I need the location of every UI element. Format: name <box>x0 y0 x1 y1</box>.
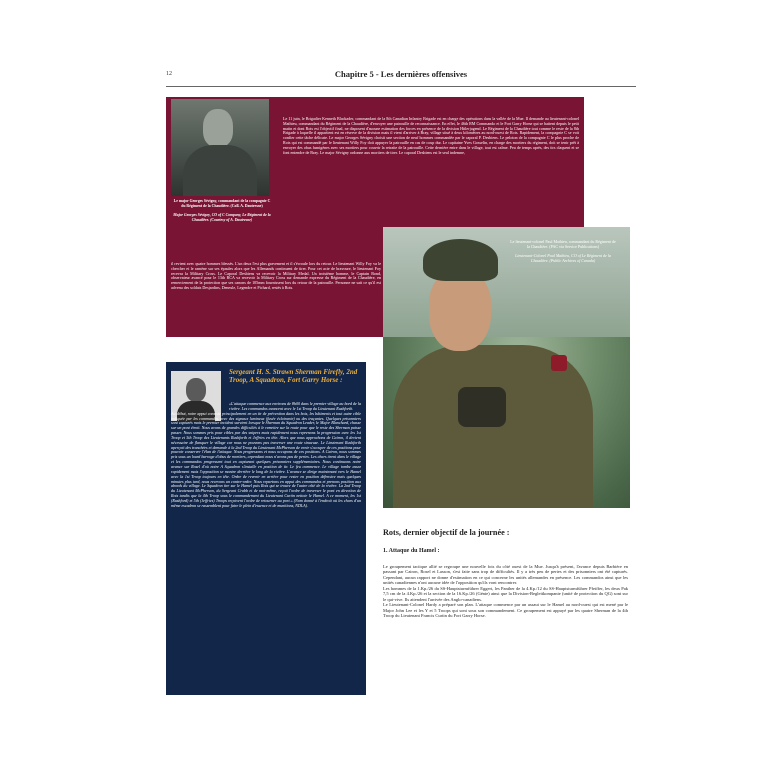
red-box-text-main <box>283 117 579 156</box>
shoulder-flash <box>551 355 567 371</box>
section-paragraph-2: Les hommes de la 1.Kp./26 du SS-Hauptsturmführer Eggert, les Panther de la 4.Kp./12 du SS-Hauptsturmführer Pfeiffer, les deux Pak 7,5 cm de la 4.Kp./26 et la section de la 16.Kp./26 (Génie) ainsi que la Division-Begleitkompanie (unité de protection du QG) sont sur le qui-vive. Ils attendent l'arrivée des Anglo-canadiens. <box>383 585 628 602</box>
red-box-paragraph-main: Le 11 juin, le Brigadier Kenneth Blackader, commandant de la 8th Canadian Infantry Brigade est en charge des opérations dans la vallée de la Mue. Il demande au lieutenant-colonel Mathieu, commandant du Régiment de la Chaudière, d'envoyer une patrouille de reconnaissance. En effet, le 46th RM Commando et le Fort Garry Horse qui se battent depuis le petit matin et dont Rots est l'objectif final, ne disposent d'aucune estimation des forces en présence de la division Hitlerjugend. Le Régiment de la Chaudière tout comme le reste de la 8th Brigade à laquelle il appartient est en réserve de la division mais il vient d'arriver à Bray, village situé à deux kilomètres au nord-ouest de Rots. Rapidement, la compagnie C se voit confier cette tâche délicate. Le major Georges Sévigny choisit une section de neuf hommes commandée par le caporal P. Desbiens. Le peloton de la compagnie C le plus proche de Rots qui est commandé par le lieutenant Willy Foy doit appuyer la patrouille en cas de coup dur. Le capitaine Yves Gosselin, en charge des mortiers du régiment, doit se tenir prêt à envoyer des obus fumigènes avec ses mortiers pour couvrir la retraite de la patrouille. Cette dernière entre dans le village, tout est calme. Peu de temps après, des tirs claquent et se font entendre de Bray. Le major Sévigny ordonne aux mortiers de tirer. Le caporal Desbiens est le seul indemne, <box>283 116 579 155</box>
caption-mathieu-en: Lieutenant-Colonel Paul Mathieu, CO of Le Régiment de la Chaudière. (Public Archives of Canada) <box>515 253 611 263</box>
beret <box>423 239 498 281</box>
section-title: Rots, dernier objectif de la journée : <box>383 528 510 537</box>
red-box-text-continued <box>171 262 381 291</box>
portrait-photo-georges-sevigny <box>171 99 269 196</box>
photo-face <box>429 271 491 351</box>
caption-georges-sevigny <box>172 199 272 223</box>
sergeant-testimony <box>171 402 361 509</box>
running-header <box>166 64 636 87</box>
sergeant-head <box>186 378 206 402</box>
caption-georges-fr: Le major Georges Sévigny, commandant de la compagnie C du Régiment de la Chaudière. (Coll. A. Dautresne) <box>173 199 271 208</box>
section-body <box>383 564 628 619</box>
red-box-paragraph-continued: il revient avec quatre hommes blessés. L'un deux l'est plus gravement et il s'écroule lors du retour. Le lieutenant Willy Foy va le chercher et le ramène sur ses épaules alors que les Allemands continuent de tirer. Pour cet acte de bravoure, le lieutenant Foy recevra la Military Cross. Le Caporal Desbiens va recevoir la Military Medal. Un troisième homme, le Captain Bond, observateur avancé pour le 13th RCA va recevoir la Military Cross sur demande expresse du Régiment de la Chaudière, en remerciement de la protection que ses canons de 105mm fournissent lors du retour de la patrouille. Personne ne sait ce qu'il est advenu des soldats Desjardins, Deneule, Legendre et Pichard, restés à Rots. <box>171 261 381 291</box>
portrait-head <box>203 109 233 147</box>
testimony-lead: «L'attaque commence aux environs de 8h00 dans le premier village au bord de la rivière. Les commandos avancent avec le 1st Troop du Lieutenant Rushforth. <box>229 401 361 411</box>
caption-georges-en: Major Georges Sévigny, CO of C Company, Le Régiment de la Chaudière. (Courtesy of A. Dautresne) <box>173 213 271 223</box>
section-paragraph-3: Le Lieutenant-Colonel Hardy a préparé son plan. L'attaque commence par un assaut sur le Hamel au nord-ouest qui est mené par le Major John Lee et les Y et 5 Troops qui sont sous son commandement. Ce groupement est appuyé par les quatre Sherman de la 4th Troop du Lieutenant Francis Curtin du Fort Garry Horse. <box>383 602 628 619</box>
section-subtitle: 1. Attaque du Hamel : <box>383 548 440 554</box>
page-number: 12 <box>166 71 172 77</box>
caption-mathieu-fr: Le lieutenant-colonel Paul Mathieu, commandant du Régiment de la Chaudière. (PAC via Service Publications) <box>510 239 616 249</box>
caption-paul-mathieu <box>510 239 616 263</box>
section-paragraph-1: Le groupement tactique allié se regroupe une nouvelle fois du côté ouest de la Mue. Jusqu'à présent, l'avance depuis Barbière en passant par Cairon, Rosel et Lasson, s'est faite sans trop de difficultés. Il y a très peu de pertes et des prisonniers ont été capturés. Cependant, aucun rapport ne donne d'estimation en ce qui concerne les unités allemandes en présence. Les commandos ainsi que les unités canadiennes n'ont aucune idée de l'opposition qu'ils vont rencontrer. <box>383 564 628 586</box>
portrait-body <box>183 145 257 196</box>
photo-paul-mathieu <box>383 227 630 508</box>
sergeant-heading: Sergeant H. S. Strawn Sherman Firefly, 2nd Troop, A Squadron, Fort Garry Horse : <box>229 368 358 384</box>
chapter-title: Chapitre 5 - Les dernières offensives <box>334 69 468 79</box>
testimony-body: Au début, notre appui consiste principalement en un tir de prévention dans les bois, les bâtiments et tout autre cible indiquée par les commandos avec des signaux lumineux (fusée éclairante) ou des traçantes. Quelques prisonniers sont capturés mais le premier incident survient lorsque le Sherman du Squadron Leader, le Major Blanchard, chasse sur un pont étroit. Nous avons de grandes difficultés à le remettre sur la route pour que le reste des Sherman puisse passer. Nous sommes pris pour cibles par des snipers mais rapidement nous reprenons la progression avec les 1st Troop et 5th Troop des Lieutenants Rushforth et Jeffries en tête. Alors que nous approchons de Cairon, il devient nécessaire de flanquer le village car nous ne pouvons pas traverser une route sinueuse. Le Lieutenant Rushforth aperçoit des tranchées et demande à la 2nd Troop du Lieutenant McPherson de venir s'occuper de ces positions pour pouvoir conserver l'élan de l'attaque. Nous progressons et nous occupons de ces positions. A Cairon, nous sommes pris sous un lourd barrage d'obus de mortiers, cependant nous n'avons pas de pertes. Les chars tirent dans le village et les commandos progressent tout en capturant quelques prisonniers supplémentaires. Nous continuons notre avance sur Rosel d'où notre A Squadron s'installe en position de tir. Le feu commence. Le village tombe assez rapidement mais l'opposition se montre derrière le long de la rivière. L'avance se dirige maintenant vers le Hamel avec la 1st Troop toujours en tête. Ordre de revenir en arrière pour rester en position défensive mais quelques minutes plus tard, nous recevons un contre-ordre. Nous repartons en appui des commandos et prenons position aux abords du village. Le Squadron tire sur le Hamel puis Rots qui se trouve de l'autre côté de la rivière. La 2nd Troop du Lieutenant McPherson, du Sergeant Crabb et de moi-même, reçoit l'ordre de traverser le pont en direction de Rots tandis que la 4th Troop sous le commandement du Lieutenant Curtin nettoie le Hamel. A ce moment, les 1st (Rushford) et 5th (Jeffries) Troops reçoivent l'ordre de retourner au port.» (Nom donné à l'endroit où les chars d'un même escadron se rassemblent pour faire le plein d'essence et de munitions, NDLA). <box>171 410 361 508</box>
binoculars <box>458 387 506 427</box>
